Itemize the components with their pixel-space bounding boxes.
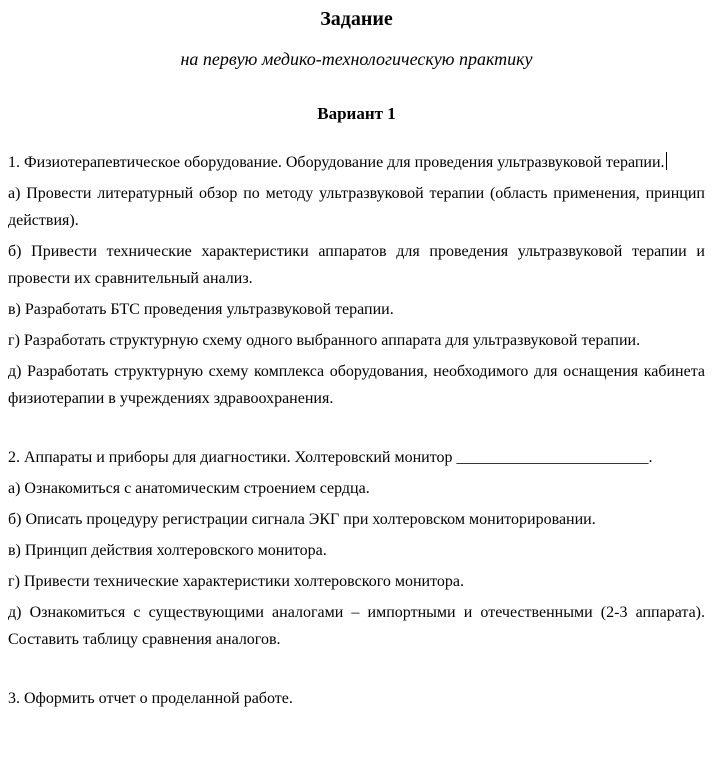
task-2-item-g[interactable]: г) Привести технические характеристики холтеровского монитора. [8, 573, 464, 590]
task-1-text: 1. Физиотерапевтическое оборудование. Оборудование для проведения ультразвуковой терапии. [8, 154, 665, 171]
task-3-paragraph[interactable]: 3. Оформить отчет о проделанной работе. [8, 690, 293, 707]
task-1-item-a[interactable]: а) Провести литературный обзор по методу ультразвуковой терапии (область применения, принцип действия). [8, 185, 705, 229]
task-1-item-g[interactable]: г) Разработать структурную схему одного выбранного аппарата для ультразвуковой терапии. [8, 332, 641, 349]
task-2-paragraph[interactable]: 2. Аппараты и приборы для диагностики. Холтеровский монитор ________________________. [8, 449, 653, 466]
task-1-item-d[interactable]: д) Разработать структурную схему комплекса оборудования, необходимого для оснащения кабинета физиотерапии в учреждениях здравоохранения. [8, 363, 705, 407]
task-2-item-v[interactable]: в) Принцип действия холтеровского монитора. [8, 542, 327, 559]
task-2-item-b[interactable]: б) Описать процедуру регистрации сигнала ЭКГ при холтеровском мониторировании. [8, 511, 596, 528]
task-1-item-b[interactable]: б) Привести технические характеристики аппаратов для проведения ультразвуковой терапии и провести их сравнительный анализ. [8, 243, 705, 287]
task-2-item-d[interactable]: д) Ознакомиться с существующими аналогами – импортными и отечественными (2-3 аппарата). Составить таблицу сравнения аналогов. [8, 604, 705, 648]
document-subtitle[interactable]: на первую медико-технологическую практику [180, 49, 533, 69]
task-1-item-v[interactable]: в) Разработать БТС проведения ультразвуковой терапии. [8, 301, 394, 318]
variant-heading[interactable]: Вариант 1 [317, 104, 396, 123]
document-title[interactable]: Задание [320, 8, 393, 30]
text-cursor [666, 152, 668, 170]
task-2-item-a[interactable]: а) Ознакомиться с анатомическим строением сердца. [8, 480, 370, 497]
task-1-paragraph[interactable] [8, 149, 705, 176]
